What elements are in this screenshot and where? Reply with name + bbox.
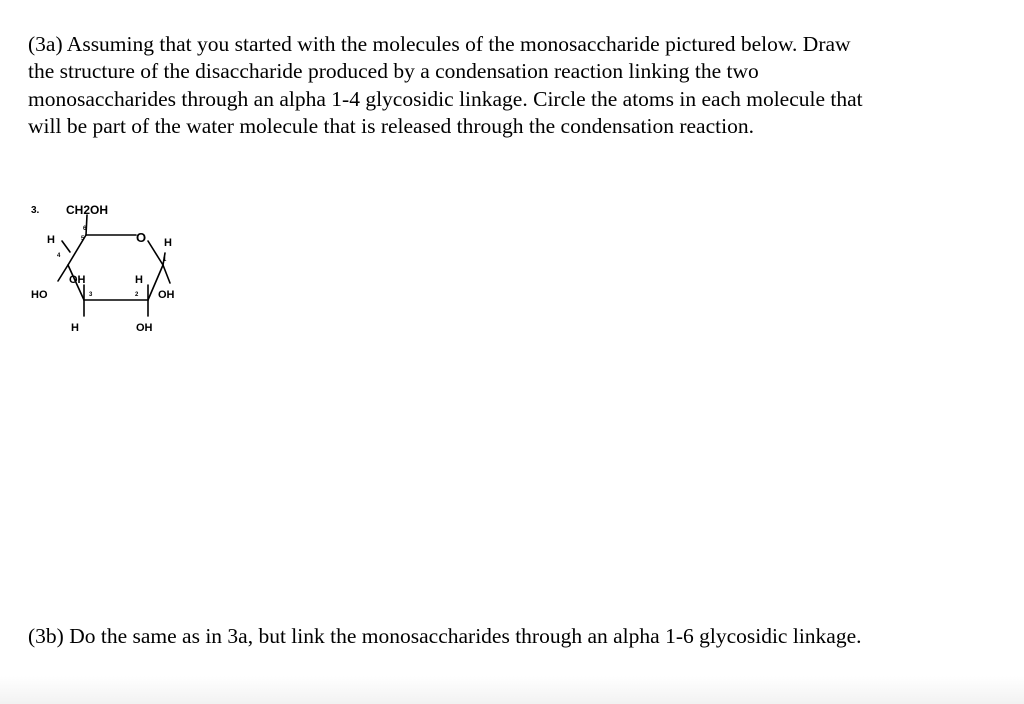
carbon-number: 6 — [83, 226, 87, 232]
carbon-number: 3 — [89, 292, 93, 298]
c3-h-label: H — [71, 322, 79, 334]
c1-h-label: H — [164, 237, 172, 249]
carbon-number: 4 — [57, 253, 61, 259]
question-3a-line: the structure of the disaccharide produced by a condensation reaction linking the two — [28, 59, 759, 84]
question-3a — [28, 31, 988, 140]
bond-o-c1 — [148, 241, 163, 265]
c5-h-label: H — [47, 234, 55, 246]
question-3a-line: will be part of the water molecule that is released through the condensation reaction. — [28, 113, 754, 138]
question-3a-line: monosaccharides through an alpha 1-4 glycosidic linkage. Circle the atoms in each molecule that — [28, 86, 863, 111]
bond-c4-oh — [58, 265, 68, 281]
carbon-number: 1 — [163, 257, 167, 263]
item-marker: 3. — [31, 205, 40, 216]
carbon-number: 2 — [135, 292, 139, 298]
glucose-structure — [28, 195, 198, 345]
c2-oh-label: OH — [136, 322, 153, 334]
bond-c5-h — [62, 241, 70, 252]
bond-c1-oh — [163, 265, 170, 283]
c3-oh-label: OH — [69, 274, 86, 286]
bond-c6-c5 — [86, 215, 87, 235]
ring-oxygen-label: O — [136, 230, 147, 245]
question-3b: (3b) Do the same as in 3a, but link the monosaccharides through an alpha 1-6 glycosidic linkage. — [28, 624, 862, 648]
question-3a-line: (3a) Assuming that you started with the molecules of the monosaccharide pictured below. Draw — [28, 32, 851, 56]
c1-oh-label: OH — [158, 289, 175, 301]
c4-oh-label: HO — [31, 289, 48, 301]
ch2oh-label: CH2OH — [66, 203, 109, 217]
carbon-number: 5 — [81, 236, 85, 242]
c2-h-label: H — [135, 274, 143, 286]
bottom-edge — [0, 676, 1024, 704]
